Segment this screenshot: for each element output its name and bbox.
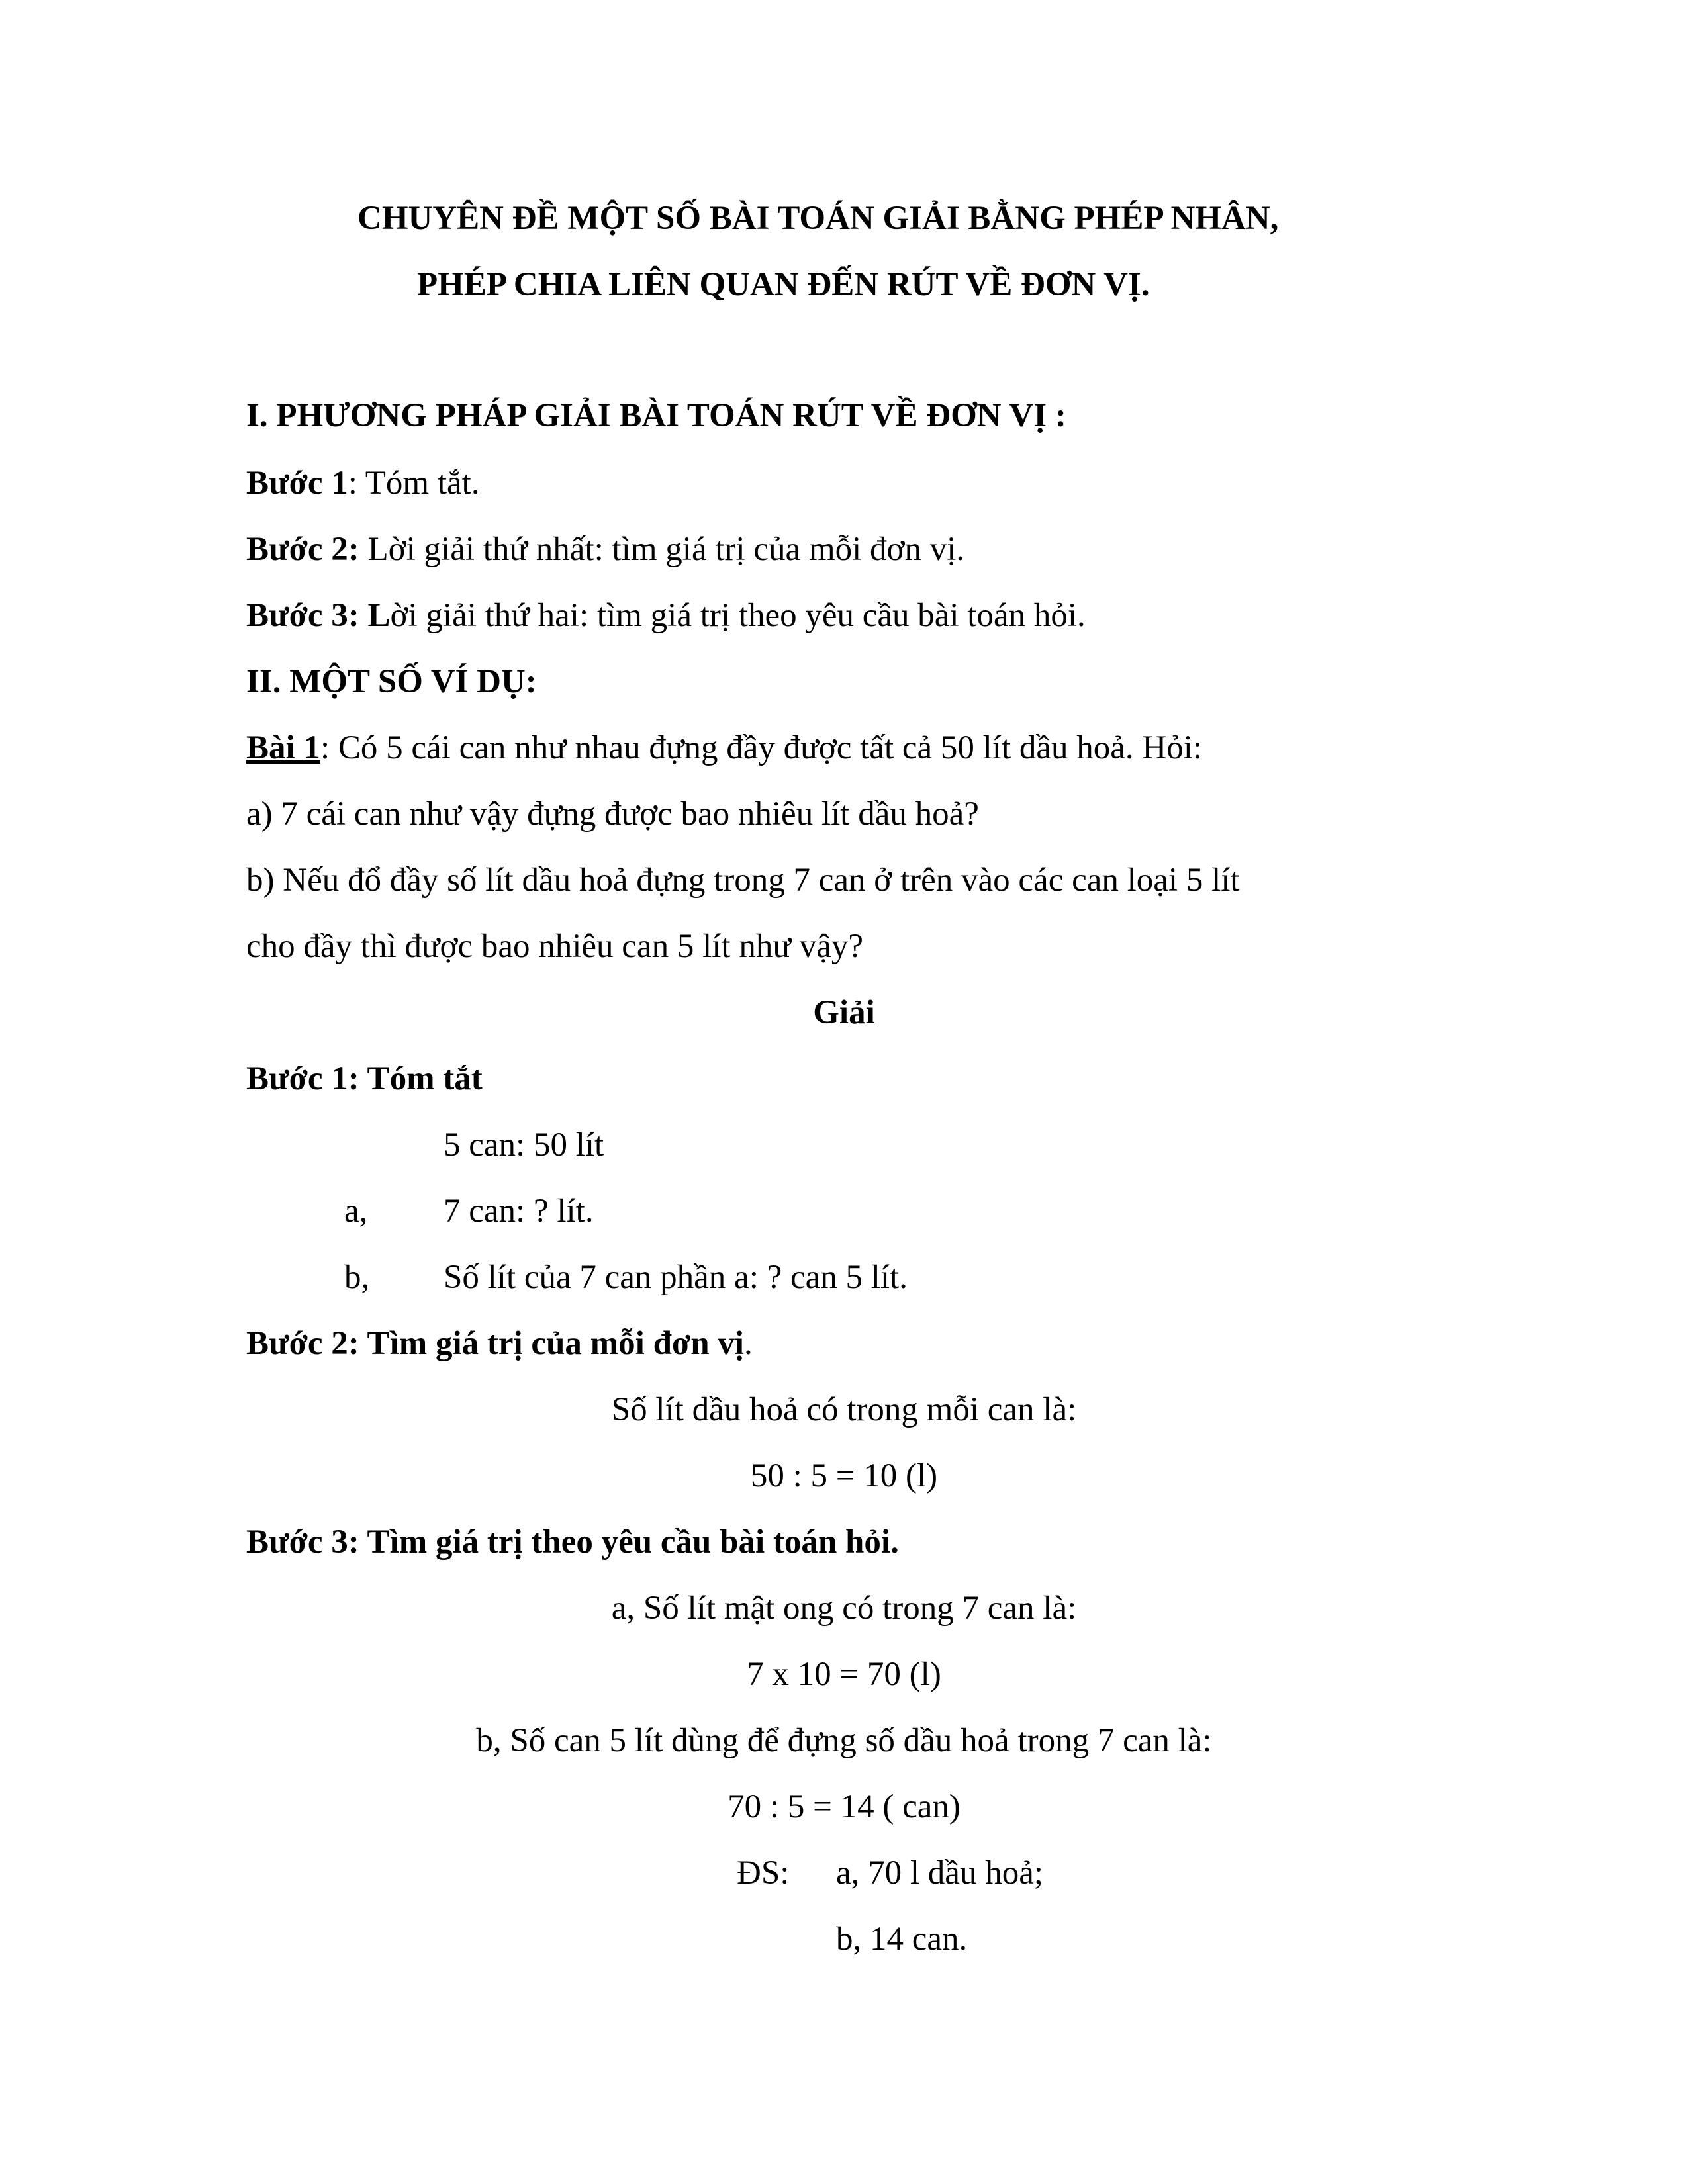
step-3-line	[246, 596, 1086, 635]
summary-a-label: a,	[344, 1193, 368, 1230]
summary-a-text: 7 can: ? lít.	[444, 1193, 594, 1230]
problem-1-intro	[246, 728, 1202, 768]
step-2-calculation: 50 : 5 = 10 (l)	[750, 1457, 938, 1494]
step-1-text: : Tóm tắt.	[348, 465, 480, 502]
answer-a: a, 70 l dầu hoả;	[836, 1854, 1043, 1891]
problem-1-question-a: a) 7 cái can như vậy đựng được bao nhiêu lít dầu hoả?	[246, 796, 979, 833]
solution-heading: Giải	[813, 994, 875, 1031]
summary-b-text: Số lít của 7 can phần a: ? can 5 lít.	[444, 1259, 908, 1296]
problem-1-question-b-line-1: b) Nếu đổ đầy số lít dầu hoả đựng trong 7 can ở trên vào các can loại 5 lít	[246, 862, 1240, 899]
step-3-b-calculation: 70 : 5 = 14 ( can)	[727, 1788, 961, 1825]
answer-b: b, 14 can.	[836, 1921, 968, 1958]
solution-step-3-title: Bước 3: Tìm giá trị theo yêu cầu bài toán hỏi.	[246, 1524, 899, 1561]
problem-1-question-b-line-2: cho đầy thì được bao nhiêu can 5 lít như vậy?	[246, 928, 863, 965]
solution-step-2-title: Bước 2: Tìm giá trị của mỗi đơn vị	[246, 1325, 744, 1362]
step-3-label: Bước 3: L	[246, 597, 391, 634]
solution-step-1-title: Bước 1: Tóm tắt	[246, 1060, 483, 1097]
step-1-label: Bước 1	[246, 465, 348, 502]
step-2-explanation: Số lít dầu hoả có trong mỗi can là:	[611, 1391, 1077, 1428]
title-line-2: PHÉP CHIA LIÊN QUAN ĐẾN RÚT VỀ ĐƠN VỊ.	[417, 266, 1150, 303]
step-2-label: Bước 2:	[246, 531, 359, 568]
step-3-b-explanation: b, Số can 5 lít dùng để đựng số dầu hoả trong 7 can là:	[476, 1722, 1212, 1759]
step-3-text: ời giải thứ hai: tìm giá trị theo yêu cầu bài toán hỏi.	[390, 597, 1086, 634]
step-2-line	[246, 529, 964, 569]
solution-step-2-title-line	[246, 1324, 753, 1363]
problem-1-intro-text: : Có 5 cái can như nhau đựng đầy được tất cả 50 lít dầu hoả. Hỏi:	[320, 729, 1203, 766]
section-2-heading: II. MỘT SỐ VÍ DỤ:	[246, 663, 537, 700]
problem-1-label: Bài 1	[246, 729, 320, 766]
summary-given: 5 can: 50 lít	[444, 1126, 604, 1163]
step-1-line	[246, 463, 480, 503]
solution-step-2-title-end: .	[743, 1325, 753, 1362]
step-3-a-calculation: 7 x 10 = 70 (l)	[747, 1656, 941, 1693]
step-3-a-explanation: a, Số lít mật ong có trong 7 can là:	[611, 1590, 1077, 1627]
section-1-heading: I. PHƯƠNG PHÁP GIẢI BÀI TOÁN RÚT VỀ ĐƠN VỊ :	[246, 397, 1066, 434]
step-2-text: Lời giải thứ nhất: tìm giá trị của mỗi đơn vị.	[359, 531, 965, 568]
answer-label: ĐS:	[737, 1854, 790, 1891]
title-line-1: CHUYÊN ĐỀ MỘT SỐ BÀI TOÁN GIẢI BẰNG PHÉP NHÂN,	[357, 200, 1279, 237]
summary-b-label: b,	[344, 1259, 370, 1296]
